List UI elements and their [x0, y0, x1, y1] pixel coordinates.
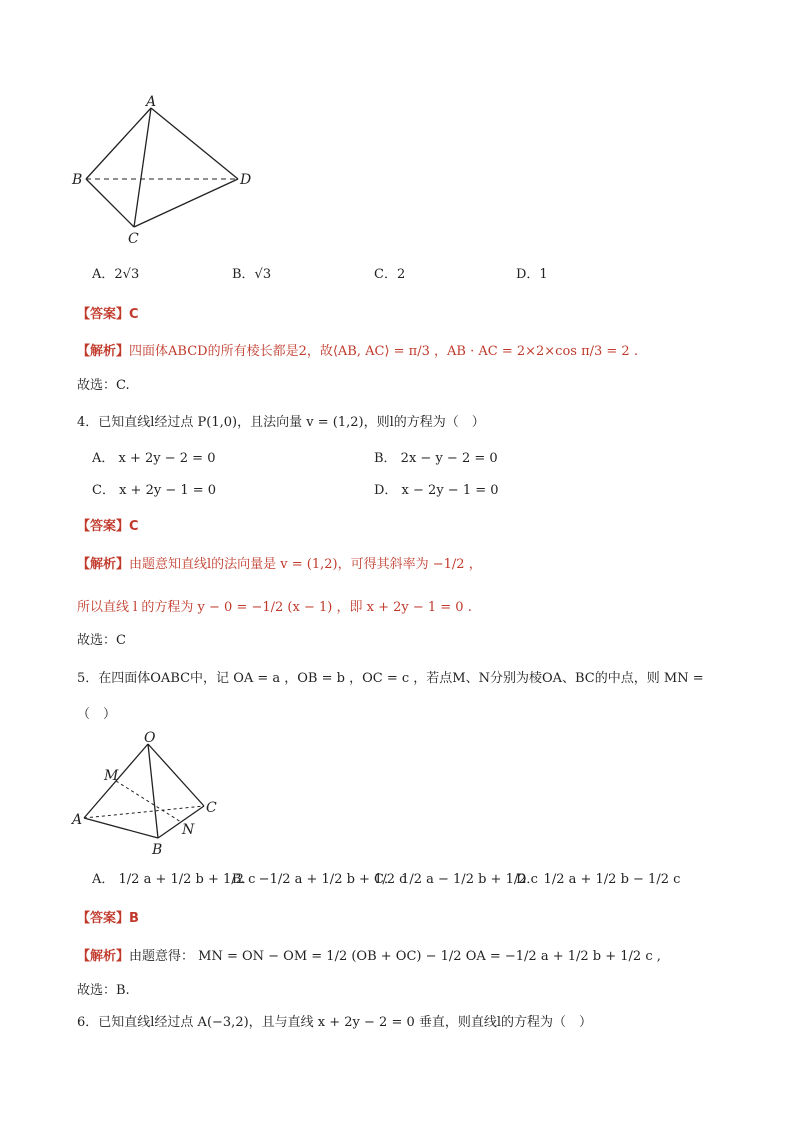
q4-analysis-line1 [77, 553, 482, 572]
vertex-label-b: B [72, 172, 83, 188]
q4-option-b: B． 2x − y − 2 = 0 [374, 451, 498, 466]
q4-option-d: D． x − 2y − 1 = 0 [374, 483, 499, 498]
q5-stem-line2: （ ） [77, 707, 117, 722]
point-label-m: M [104, 768, 119, 784]
vertex-label-a: A [146, 94, 157, 110]
q3-conclusion: 故选：C. [77, 378, 130, 393]
vertex-label-b: B [152, 842, 163, 858]
analysis-tag: 【解析】 [77, 949, 130, 964]
q3-answer [77, 303, 139, 322]
edge-oc [148, 744, 204, 806]
answer-value: C [129, 519, 139, 534]
analysis-text: 由题意知直线l的法向量是 v = (1,2)，可得其斜率为 −1/2 ， [129, 557, 482, 572]
answer-tag: 【答案】 [77, 911, 130, 926]
q3-option-d: D．1 [516, 267, 548, 282]
vertex-label-o: O [144, 730, 156, 746]
analysis-text: 四面体ABCD的所有棱长都是2，故⟨AB, AC⟩ = π/3 ，AB · AC = 2×2×cos π/3 = 2 . [129, 344, 638, 359]
q4-conclusion: 故选：C [77, 633, 126, 648]
q5-option-c: C． 1/2 a − 1/2 b + 1/2 c [374, 872, 538, 887]
edge-ab [86, 108, 151, 179]
q4-analysis-line2: 所以直线 l 的方程为 y − 0 = −1/2 (x − 1) ，即 x + 2y − 1 = 0 . [77, 600, 472, 615]
q5-stem-line1: 5．在四面体OABC中，记 OA = a ，OB = b ，OC = c ，若点M、N分别为棱OA、BC的中点，则 MN = [77, 671, 704, 686]
q3-option-a: A．2√3 [92, 267, 140, 282]
q5-answer [77, 907, 139, 926]
answer-value: C [129, 307, 139, 322]
vertex-label-d: D [240, 172, 252, 188]
q6-stem: 6．已知直线l经过点 A(−3,2)，且与直线 x + 2y − 2 = 0 垂直，则直线l的方程为（ ） [77, 1015, 593, 1030]
q3-option-b: B．√3 [232, 267, 272, 282]
q4-option-c: C． x + 2y − 1 = 0 [92, 483, 217, 498]
answer-tag: 【答案】 [77, 519, 130, 534]
answer-value: B [129, 911, 139, 926]
vertex-label-c: C [206, 800, 217, 816]
analysis-tag: 【解析】 [77, 344, 130, 359]
q5-option-a: A． 1/2 a + 1/2 b + 1/2 c [92, 872, 256, 887]
q5-option-b: B． −1/2 a + 1/2 b + 1/2 c [232, 872, 407, 887]
q4-stem: 4．已知直线l经过点 P(1,0)，且法向量 v = (1,2)，则l的方程为（ ） [77, 415, 485, 430]
tetrahedron-figure-abcd [66, 90, 266, 250]
q4-answer [77, 515, 139, 534]
edge-bc [86, 179, 134, 227]
vertex-label-c: C [128, 231, 139, 247]
answer-tag: 【答案】 [77, 307, 130, 322]
q5-conclusion: 故选：B. [77, 983, 130, 998]
edge-cd [134, 179, 238, 227]
vertex-label-a: A [72, 812, 83, 828]
q3-analysis [77, 340, 638, 359]
edge-ab [84, 818, 158, 838]
point-label-n: N [182, 822, 195, 838]
segment-mn-hidden [116, 781, 181, 822]
edge-ob [148, 744, 158, 838]
q5-option-d: D． 1/2 a + 1/2 b − 1/2 c [516, 872, 681, 887]
edge-ad [151, 108, 238, 179]
edge-ac [134, 108, 151, 227]
tetrahedron-figure-oabc [66, 728, 236, 858]
edge-ac-hidden [84, 806, 204, 818]
analysis-text: 由题意得： MN = ON − OM = 1/2 (OB + OC) − 1/2 OA = −1/2 a + 1/2 b + 1/2 c , [129, 949, 661, 964]
analysis-tag: 【解析】 [77, 557, 130, 572]
q3-option-c: C．2 [374, 267, 406, 282]
q4-option-a: A． x + 2y − 2 = 0 [92, 451, 216, 466]
q5-analysis [77, 945, 661, 966]
